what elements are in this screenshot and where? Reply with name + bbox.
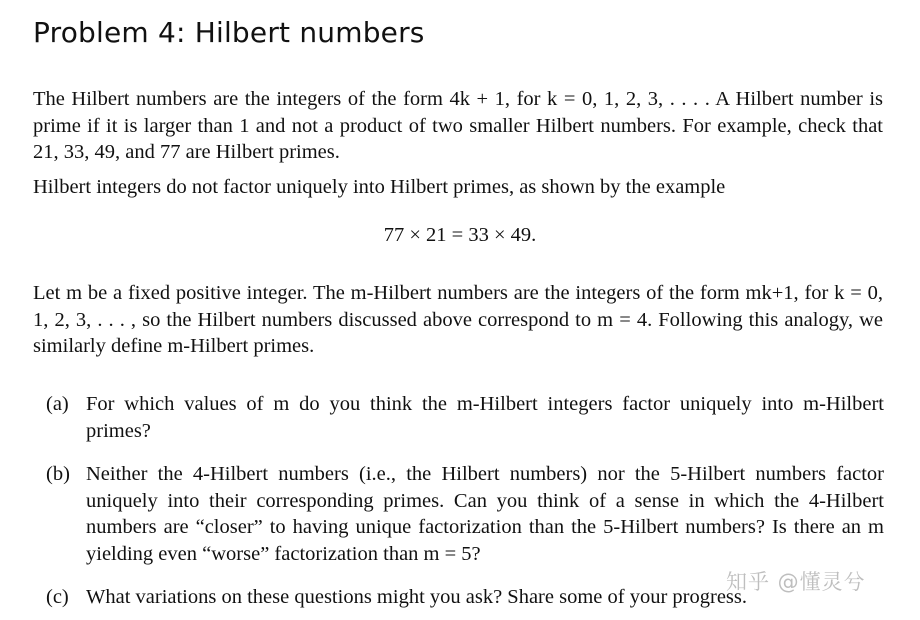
question-label: (b) <box>46 463 70 485</box>
question-label: (a) <box>46 393 69 415</box>
question-text: Neither the 4-Hilbert numbers (i.e., the Hilbert numbers) nor the 5-Hilbert numbers factor uniquely into their corresponding primes. Can you think of a sense in which the 4-Hilbert numbers are “closer” to having unique factorization than the 5-Hilbert numbers? Is there an m yielding even “worse” factorization than m = 5? <box>86 463 884 565</box>
display-equation: 77 × 21 = 33 × 49. <box>383 224 537 246</box>
watermark: 知乎 @懂灵兮 <box>726 570 866 594</box>
generalization-paragraph: Let m be a fixed positive integer. The m-Hilbert numbers are the integers of the form mk+1, for k = 0, 1, 2, 3, . . . , so the Hilbert numbers discussed above correspond to m = 4. Following this analogy, we similarly define m-Hilbert primes. <box>33 282 883 357</box>
question-label: (c) <box>46 586 69 608</box>
problem-title: Problem 4: Hilbert numbers <box>33 16 425 49</box>
question-text: For which values of m do you think the m-Hilbert integers factor uniquely into m-Hilbert primes? <box>86 393 884 442</box>
non-unique-paragraph: Hilbert integers do not factor uniquely into Hilbert primes, as shown by the example <box>33 176 726 198</box>
definition-paragraph: The Hilbert numbers are the integers of the form 4k + 1, for k = 0, 1, 2, 3, . . . . A Hilbert number is prime if it is larger than 1 and not a product of two smaller Hilbert numbers. For example, check that 21, 33, 49, and 77 are Hilbert primes. <box>33 88 883 163</box>
question-text: What variations on these questions might you ask? Share some of your progress. <box>86 586 747 608</box>
